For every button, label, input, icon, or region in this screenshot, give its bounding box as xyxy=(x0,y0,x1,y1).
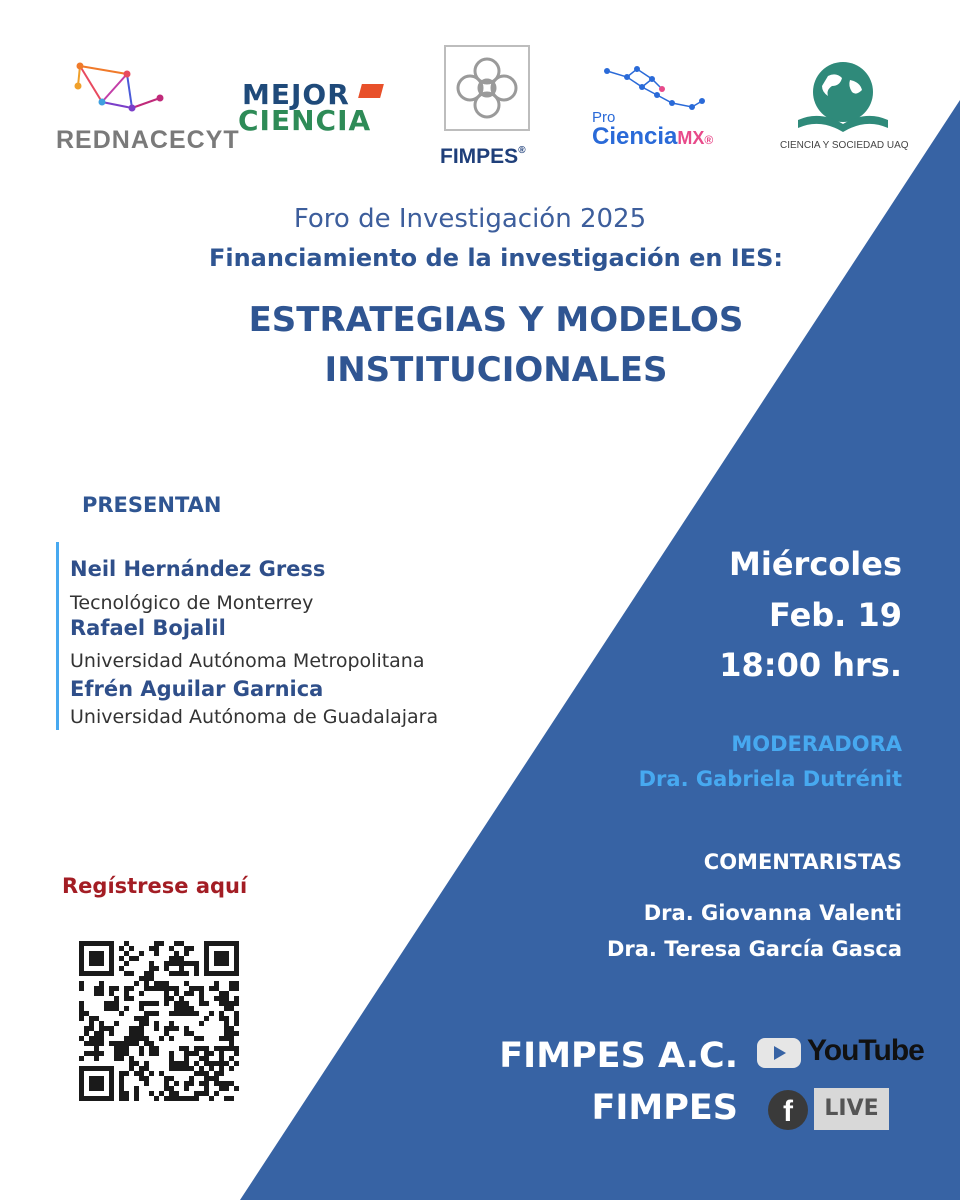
fimpes-logo xyxy=(440,45,550,175)
uaq-wordmark: CIENCIA Y SOCIEDAD UAQ xyxy=(780,140,909,151)
uaq-logo xyxy=(778,58,908,158)
facebook-icon: f xyxy=(768,1090,808,1130)
fimpes-wordmark-text: FIMPES xyxy=(440,145,519,168)
presenter-name-1: Neil Hernández Gress xyxy=(70,557,326,581)
presenter-name-3: Efrén Aguilar Garnica xyxy=(70,677,324,701)
globe-book-icon xyxy=(788,58,898,138)
presenter-institution-3: Universidad Autónoma de Guadalajara xyxy=(70,706,439,728)
youtube-play-icon xyxy=(757,1038,801,1068)
rednacecyt-logo xyxy=(52,60,240,155)
youtube-channel-name: FIMPES A.C. xyxy=(499,1036,738,1076)
main-title-line1: ESTRATEGIAS Y MODELOS xyxy=(248,300,744,340)
mejor-ciencia-line1: MEJOR xyxy=(242,78,350,111)
fimpes-emblem-frame xyxy=(444,45,530,131)
forum-heading: Foro de Investigación 2025 xyxy=(293,204,647,234)
prociencia-ciencia: Ciencia xyxy=(592,123,678,150)
prociencia-registered-mark: ® xyxy=(704,133,714,147)
commentator-name-2: Dra. Teresa García Gasca xyxy=(606,937,902,961)
presenters-accent-bar xyxy=(56,542,59,730)
fimpes-wordmark xyxy=(440,145,526,169)
youtube-link[interactable] xyxy=(757,1034,924,1074)
presenter-name-2: Rafael Bojalil xyxy=(70,616,226,640)
mexico-network-icon xyxy=(602,65,712,115)
live-badge: LIVE xyxy=(814,1088,889,1130)
forum-subtitle: Financiamiento de la investigación en IES: xyxy=(208,244,784,272)
network-icon xyxy=(72,60,182,116)
prociencia-mx: MX xyxy=(677,128,705,148)
rednacecyt-wordmark: REDNACECYT xyxy=(56,126,240,154)
prociencia-wordmark xyxy=(592,123,713,151)
qr-code-icon[interactable] xyxy=(74,936,244,1106)
commentators-heading: COMENTARISTAS xyxy=(703,850,902,874)
event-time: 18:00 hrs. xyxy=(719,646,902,684)
event-day: Miércoles xyxy=(729,545,902,583)
presenters-heading: PRESENTAN xyxy=(82,493,222,517)
facebook-live-link[interactable] xyxy=(768,1088,893,1132)
fimpes-registered-mark: ® xyxy=(518,145,526,156)
presenter-institution-2: Universidad Autónoma Metropolitana xyxy=(70,650,425,672)
register-label: Regístrese aquí xyxy=(62,874,248,898)
mejor-ciencia-logo xyxy=(238,78,388,138)
moderator-heading: MODERADORA xyxy=(731,732,902,756)
prociencia-logo xyxy=(592,65,742,155)
flower-emblem-icon xyxy=(446,47,528,129)
youtube-wordmark: YouTube xyxy=(807,1034,924,1067)
moderator-name: Dra. Gabriela Dutrénit xyxy=(638,767,902,791)
commentator-name-1: Dra. Giovanna Valenti xyxy=(643,901,902,925)
facebook-channel-name: FIMPES xyxy=(591,1088,738,1128)
main-title-line2: INSTITUCIONALES xyxy=(324,350,668,390)
registration-qr-code[interactable] xyxy=(74,936,244,1106)
mejor-ciencia-line2: CIENCIA xyxy=(238,104,372,137)
presenter-institution-1: Tecnológico de Monterrey xyxy=(70,592,314,614)
mejor-ciencia-accent xyxy=(358,84,384,98)
prociencia-pro: Pro xyxy=(592,109,616,126)
event-date: Feb. 19 xyxy=(769,596,902,634)
